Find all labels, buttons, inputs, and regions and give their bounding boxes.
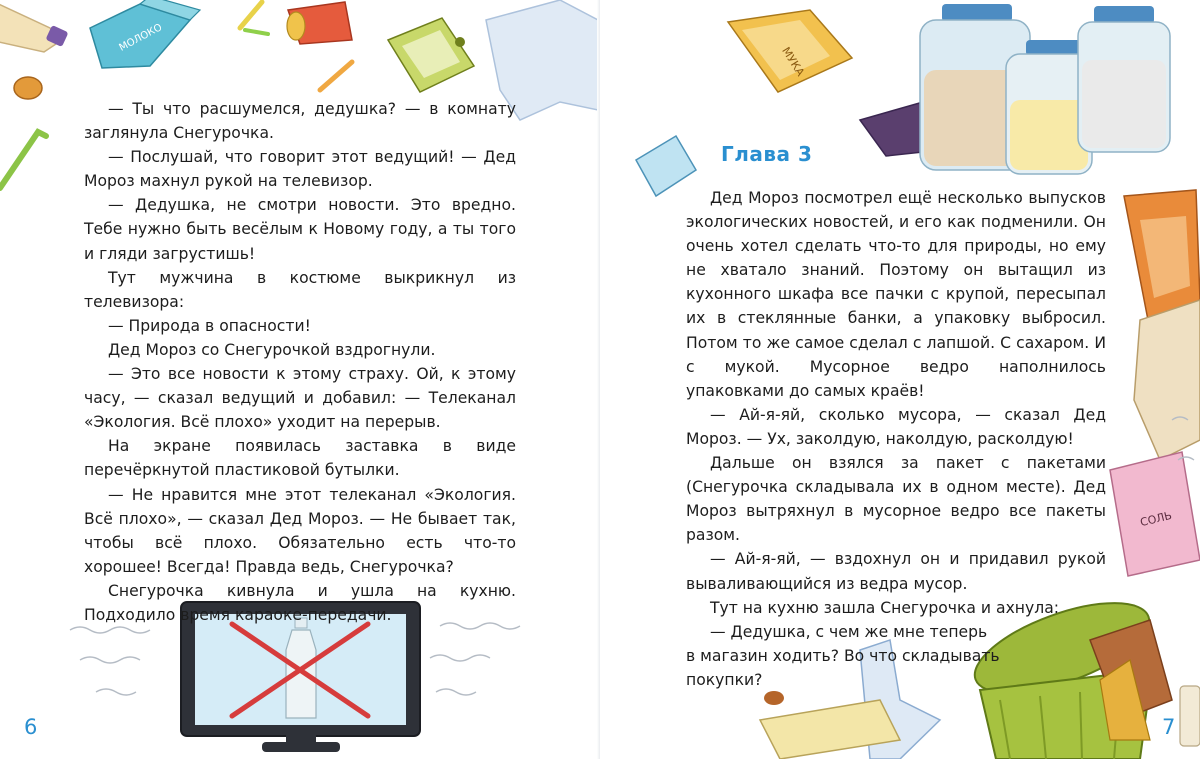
right-page-text [686, 186, 1106, 692]
paragraph: Дальше он взялся за пакет с пакетами (Снегурочка складывала их в одном месте). Дед Мороз вытряхнул в мусорное ведро все пакеты разом. [686, 454, 1106, 545]
chapter-title: Глава 3 [721, 142, 813, 166]
glass-jars-illustration [920, 4, 1170, 174]
paragraph: — Это все новости к этому страху. Ой, к этому часу, — сказал ведущий и добавил: — Телеканал «Экология. Всё плохо» уходит на перерыв. [84, 365, 516, 432]
orange-straw-illustration [320, 62, 352, 90]
milk-carton-label: МОЛОКО [117, 22, 165, 54]
milk-carton-illustration [90, 0, 200, 68]
paper-bag-illustration [1134, 300, 1200, 460]
paragraph: — Природа в опасности! [108, 316, 311, 335]
straws-and-cup-illustration [240, 2, 352, 44]
tea-pack-illustration [388, 18, 474, 92]
paragraph: — Дедушка, не смотри новости. Это вредно. Тебе нужно быть весёлым к Новому году, а ты того и гляди загрустишь! [84, 196, 516, 263]
paragraph: — Дедушка, с чем же мне теперь [710, 622, 988, 641]
paragraph: — Не нравится мне этот телеканал «Экология. Всё плохо», — сказал Дед Мороз. — Не бывает так, чтобы всё плохо. Обязательно есть что-то хорошее! Всегда! Правда ведь, Снегурочка? [84, 485, 516, 576]
paragraph: — Послушай, что говорит этот ведущий! — Дед Мороз махнул рукой на телевизор. [84, 148, 516, 191]
paragraph: покупки? [686, 670, 763, 689]
plastic-bottle-illustration [0, 0, 69, 52]
paragraph: Дед Мороз посмотрел ещё несколько выпусков экологических новостей, и его как подменили. Он очень хотел сделать что-то для природы, но ему не хватало знаний. Поэтому он вытащил из кухонного шкафа все пачки с крупой, пересыпал их в стеклянные банки, а упаковку выбросил. Потом то же самое сделал с лапшой. С сахаром. И с мукой. Мусорное ведро наполнилось упаковками до самых краёв! [686, 189, 1106, 400]
paragraph: На экране появилась заставка в виде перечёркнутой пластиковой бутылки. [84, 437, 516, 480]
paragraph: — Ай-я-яй, — вздохнул он и придавил рукой вываливающийся из ведра мусор. [686, 550, 1106, 593]
paragraph: — Ты что расшумелся, дедушка? — в комнату заглянула Снегурочка. [84, 100, 516, 143]
flour-pack-illustration [728, 10, 852, 92]
page-number-left: 6 [24, 715, 38, 739]
paragraph: Дед Мороз со Снегурочкой вздрогнули. [108, 340, 436, 359]
paragraph: Тут мужчина в костюме выкрикнул из телевизора: [84, 268, 516, 311]
left-page-text [84, 97, 516, 627]
snack-bag-illustration [1124, 190, 1200, 320]
paragraph: — Ай-я-яй, сколько мусора, — сказал Дед Мороз. — Ух, заколдую, наколдую, расколдую! [686, 405, 1106, 448]
bottle-cap-illustration [14, 77, 42, 99]
green-straw-illustration [0, 132, 46, 188]
paragraph: Тут на кухню зашла Снегурочка и ахнула: [710, 598, 1060, 617]
flour-pack-label: МУКА [779, 44, 807, 79]
paragraph: в магазин ходить? Во что складывать [686, 646, 1000, 665]
page-number-right: 7 [1162, 715, 1176, 739]
small-bottle-illustration [1180, 686, 1200, 746]
salt-pack-label: СОЛЬ [1138, 508, 1174, 530]
salt-pack-illustration [1110, 452, 1200, 576]
paragraph: Снегурочка кивнула и ушла на кухню. Подходило время караоке-передачи. [84, 581, 516, 624]
